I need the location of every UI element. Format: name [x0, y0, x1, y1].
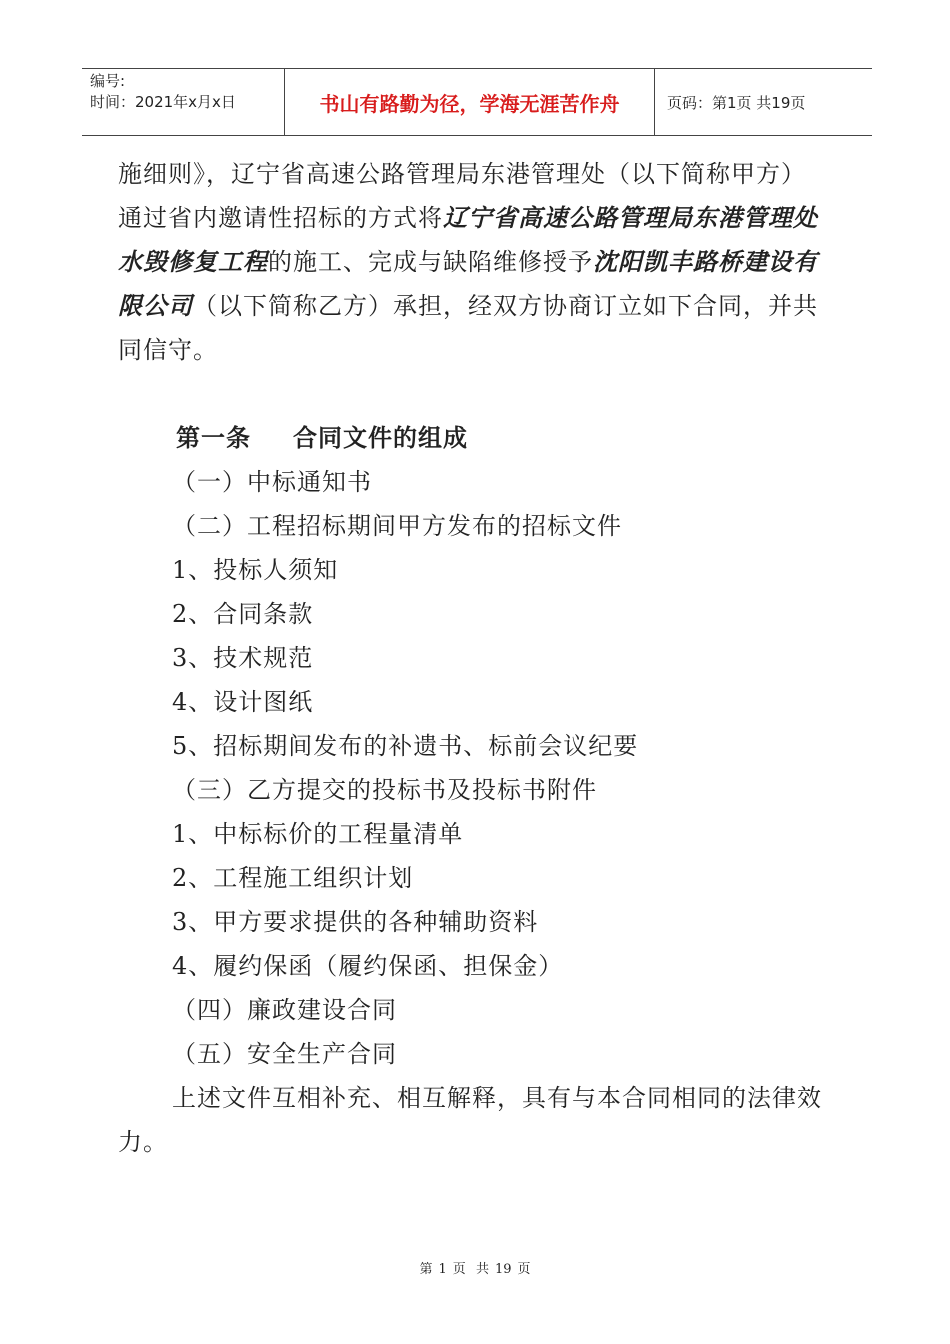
- document-number-label: 编号:: [90, 72, 126, 90]
- list-item: 3、技术规范: [172, 644, 314, 672]
- list-item: 2、工程施工组织计划: [172, 864, 414, 892]
- list-item: 5、招标期间发布的补遗书、标前会议纪要: [172, 732, 639, 760]
- list-item: 4、设计图纸: [172, 688, 314, 716]
- footer-page-total: 19: [494, 1262, 512, 1277]
- footer-text: 页: [517, 1262, 531, 1277]
- list-item: 3、甲方要求提供的各种辅助资料: [172, 908, 539, 936]
- emphasized-text: 水毁修复工程: [118, 247, 268, 276]
- emphasized-text: 辽宁省高速公路管理局东港管理处: [443, 203, 818, 232]
- list-item: （一）中标通知书: [172, 468, 372, 496]
- article-number: 第一条: [176, 424, 251, 452]
- list-item: 1、投标人须知: [172, 556, 339, 584]
- document-date: 时间：2021年x月x日: [90, 93, 236, 111]
- closing-line: 力。: [118, 1128, 168, 1156]
- footer-page-current: 1: [438, 1262, 447, 1277]
- list-item: （三）乙方提交的投标书及投标书附件: [172, 776, 597, 804]
- page-footer: [0, 1258, 950, 1277]
- header-meta: [82, 69, 284, 135]
- emphasized-text: 限公司: [118, 291, 193, 320]
- closing-line: 上述文件互相补充、相互解释，具有与本合同相同的法律效: [172, 1084, 822, 1112]
- article-heading: [176, 416, 468, 460]
- header-motto: 书山有路勤为径，学海无涯苦作舟: [284, 69, 655, 135]
- article-title: 合同文件的组成: [293, 424, 468, 452]
- paragraph-line: [118, 196, 818, 240]
- footer-text: 第: [419, 1262, 433, 1277]
- list-item: 2、合同条款: [172, 600, 314, 628]
- list-item: 1、中标标价的工程量清单: [172, 820, 464, 848]
- footer-text: 共: [475, 1262, 489, 1277]
- paragraph-line: 施细则》，辽宁省高速公路管理局东港管理处（以下简称甲方）: [118, 160, 806, 188]
- document-body: [118, 152, 848, 1156]
- page-header: [82, 68, 872, 136]
- text-span: 的施工、完成与缺陷维修授予: [268, 248, 593, 276]
- header-page-info: 页码：第1页 共19页: [667, 93, 806, 112]
- text-span: 通过省内邀请性招标的方式将: [118, 204, 443, 232]
- paragraph-line: 同信守。: [118, 336, 218, 364]
- paragraph-line: [118, 240, 818, 284]
- text-span: （以下简称乙方）承担，经双方协商订立如下合同，并共: [193, 292, 818, 320]
- emphasized-text: 沈阳凯丰路桥建设有: [593, 247, 818, 276]
- list-item: （二）工程招标期间甲方发布的招标文件: [172, 512, 622, 540]
- list-item: （五）安全生产合同: [172, 1040, 397, 1068]
- paragraph-line: [118, 284, 818, 328]
- footer-text: 页: [452, 1262, 466, 1277]
- list-item: （四）廉政建设合同: [172, 996, 397, 1024]
- list-item: 4、履约保函（履约保函、担保金）: [172, 952, 564, 980]
